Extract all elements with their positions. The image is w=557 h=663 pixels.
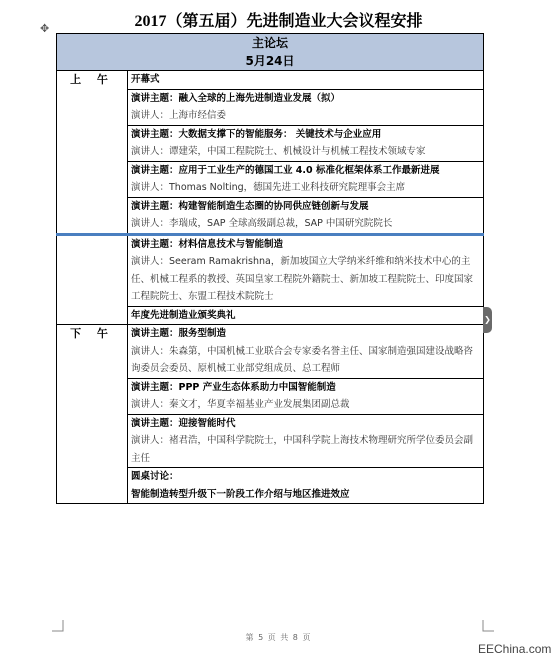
period-blank (57, 234, 128, 325)
table-row (57, 234, 484, 306)
talk-speaker: 演讲人：谭建荣，中国工程院院士、机械设计与机械工程技术领域专家 (131, 146, 426, 157)
watermark: EEChina.com (478, 642, 552, 656)
margin-corner-mark-right (482, 620, 494, 632)
agenda-item (128, 89, 484, 125)
roundtable-label: 圆桌讨论： (131, 471, 179, 482)
margin-corner-mark-left (52, 620, 64, 632)
page-footer: 第 5 页 共 8 页 (245, 633, 312, 642)
talk-speaker: 演讲人：褚君浩，中国科学院院士，中国科学院上海技术物理研究所学位委员会副主任 (131, 435, 474, 464)
talk-speaker: 演讲人：上海市经信委 (131, 110, 227, 121)
roundtable-topic: 智能制造转型升级下一阶段工作介绍与地区推进效应 (131, 488, 350, 500)
document-title: 2017（第五届）先进制造业大会议程安排 (134, 13, 423, 30)
opening-ceremony: 开幕式 (128, 71, 484, 90)
award-ceremony: 年度先进制造业颁奖典礼 (128, 306, 484, 325)
agenda-item (128, 161, 484, 197)
talk-speaker: 演讲人：Seeram Ramakrishna，新加坡国立大学纳米纤维和纳米技术中心的主任、机械工程系的教授、英国皇家工程院外籍院士、新加坡工程院院士、印度国家工程院院士、东盟工程技术院院士 (131, 256, 474, 302)
period-afternoon: 下 午 (57, 325, 128, 504)
table-row (57, 325, 484, 379)
talk-title: 演讲主题：应用于工业生产的德国工业 4.0 标准化框架体系工作最新进展 (131, 164, 440, 176)
talk-title: 演讲主题：大数据支撑下的智能服务： 关键技术与企业应用 (131, 128, 382, 140)
agenda-table (56, 33, 484, 504)
talk-speaker: 演讲人：朱森第，中国机械工业联合会专家委名誉主任、国家制造强国建设战略咨询委员会委员、原机械工业部党组成员、总工程师 (131, 345, 474, 374)
talk-title: 演讲主题：构建智能制造生态圈的协同供应链创新与发展 (131, 200, 369, 212)
table-header-row (57, 34, 484, 71)
talk-speaker: 演讲人：Thomas Nolting，德国先进工业科技研究院理事会主席 (131, 182, 406, 193)
agenda-item (128, 125, 484, 161)
agenda-item (128, 378, 484, 414)
agenda-item (128, 468, 484, 504)
talk-speaker: 演讲人：李瑞成，SAP 全球高级副总裁，SAP 中国研究院院长 (131, 218, 393, 229)
agenda-item (128, 325, 484, 379)
table-row (57, 71, 484, 90)
agenda-item (128, 414, 484, 468)
talk-title: 演讲主题：材料信息技术与智能制造 (131, 238, 284, 250)
talk-title: 演讲主题：融入全球的上海先进制造业发展（拟） (131, 92, 341, 104)
talk-speaker: 演讲人：秦文才，华夏幸福基业产业发展集团副总裁 (131, 399, 350, 410)
talk-title: 演讲主题：迎接智能时代 (131, 417, 236, 429)
forum-title: 主论坛 (251, 36, 288, 50)
side-expand-handle[interactable] (483, 307, 492, 333)
period-morning: 上 午 (57, 71, 128, 235)
forum-date: 5月24日 (245, 54, 295, 68)
chevron-right-icon: ❯ (484, 315, 491, 324)
talk-title: 演讲主题：服务型制造 (131, 328, 227, 339)
agenda-item (128, 234, 484, 306)
talk-title: 演讲主题：PPP 产业生态体系助力中国智能制造 (131, 381, 336, 393)
agenda-item (128, 197, 484, 234)
table-move-handle-icon[interactable]: ✥ (40, 22, 50, 35)
table-header (57, 34, 484, 71)
